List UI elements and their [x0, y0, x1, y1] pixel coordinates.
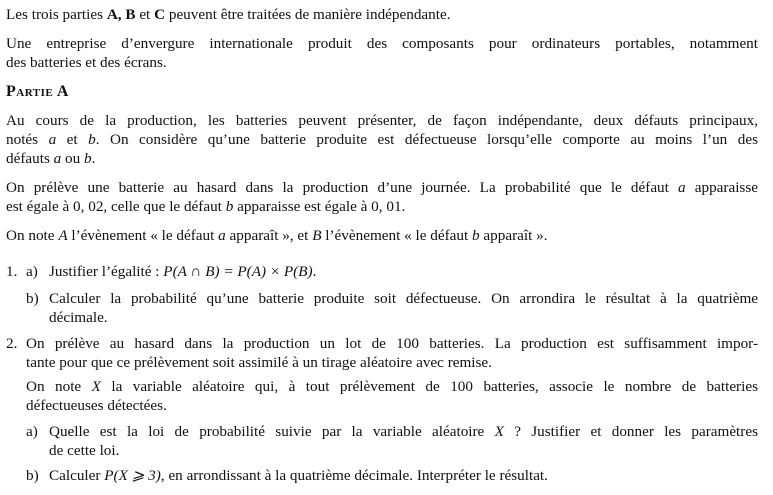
context-line-1: Une entreprise d’envergure internationale produit des composants pour ordinateurs portables, notamment — [6, 35, 758, 52]
intro-line — [6, 5, 451, 24]
text: défauts — [6, 150, 54, 167]
question-1b-line-1: Calculer la probabilité qu’une batterie produite soit défectueuse. On arrondira le résultat à la quatrième — [49, 290, 758, 307]
para2-line-1 — [6, 178, 758, 197]
intro-prefix: Les trois parties — [6, 6, 107, 23]
text: Calculer — [49, 467, 105, 484]
text: On prélève une batterie au hasard dans la production d’une journée. La probabilité que le défaut — [6, 179, 679, 196]
text: On note — [6, 227, 59, 244]
para1-line-1: Au cours de la production, les batteries peuvent présenter, de façon indépendante, deux défauts principaux, — [6, 112, 758, 129]
text: notés — [6, 131, 49, 148]
formula-probability: P(X ⩾ 3) — [104, 467, 161, 484]
intro-suffix: peuvent être traitées de manière indépendante. — [165, 6, 451, 23]
text: l’évènement « le défaut — [321, 227, 473, 244]
text: Justifier l’égalité : — [49, 263, 164, 280]
var-b: b — [225, 198, 234, 215]
var-X: X — [494, 423, 504, 440]
text: apparaisse — [685, 179, 758, 196]
text: , en arrondissant à la quatrième décimale. Interpréter le résultat. — [160, 467, 548, 484]
text: apparaisse est égale à 0, 01. — [233, 198, 406, 215]
question-2-number: 2. — [6, 335, 18, 352]
para2-line-2 — [6, 197, 405, 216]
question-2a-label: a) — [26, 423, 38, 440]
text: est égale à 0, 02, celle que le défaut — [6, 198, 226, 215]
var-b: b — [472, 227, 480, 244]
var-a: a — [53, 150, 62, 167]
part-b-label: B — [125, 6, 136, 23]
var-a: a — [678, 179, 686, 196]
text: ? Justifier et donner les paramètres — [503, 423, 758, 440]
para1-line-2 — [6, 130, 758, 149]
formula-independence: P(A ∩ B) = P(A) × P(B) — [163, 263, 313, 280]
part-c-label: C — [154, 6, 166, 23]
question-2-line-2: tante pour que ce prélèvement soit assimilé à un tirage aléatoire avec remise. — [26, 354, 492, 371]
question-2a-line-1 — [49, 422, 758, 441]
question-1-number: 1. — [6, 263, 18, 280]
text: l’évènement « le défaut — [67, 227, 219, 244]
question-2-line-4: défectueuses détectées. — [26, 397, 167, 414]
text: On note — [26, 378, 92, 395]
var-a: a — [218, 227, 226, 244]
section-title: Partie A — [6, 83, 69, 100]
text: apparaît ». — [479, 227, 548, 244]
para1-line-3 — [6, 149, 95, 168]
question-2-line-3 — [26, 377, 758, 396]
text: et — [56, 131, 89, 148]
event-B: B — [312, 227, 322, 244]
text: apparaît », et — [225, 227, 313, 244]
text: ou — [61, 150, 85, 167]
text: . — [312, 263, 317, 280]
part-a-label: A, — [106, 6, 122, 23]
text: Quelle est la loi de probabilité suivie par la variable aléatoire — [49, 423, 495, 440]
question-1a-text — [49, 262, 316, 281]
var-b: b — [88, 131, 96, 148]
question-2-line-1: On prélève au hasard dans la production un lot de 100 batteries. La production est suffisamment impor- — [26, 335, 758, 352]
context-line-2: des batteries et des écrans. — [6, 54, 167, 71]
question-2b-label: b) — [26, 467, 39, 484]
question-1a-label: a) — [26, 263, 38, 280]
question-1b-label: b) — [26, 290, 39, 307]
text: la variable aléatoire qui, à tout prélèvement de 100 batteries, associe le nombre de batteries — [100, 378, 758, 395]
intro-et: et — [135, 6, 155, 23]
var-X: X — [91, 378, 101, 395]
question-1b-line-2: décimale. — [49, 309, 108, 326]
question-2b-text — [49, 466, 548, 485]
para3-line — [6, 226, 548, 245]
question-2a-line-2: de cette loi. — [49, 442, 120, 459]
var-b: b — [84, 150, 92, 167]
text: . On considère qu’une batterie produite est défectueuse lorsqu’elle comporte au moins l’un des — [95, 131, 759, 148]
event-A: A — [58, 227, 68, 244]
var-a: a — [48, 131, 57, 148]
text: . — [91, 150, 96, 167]
